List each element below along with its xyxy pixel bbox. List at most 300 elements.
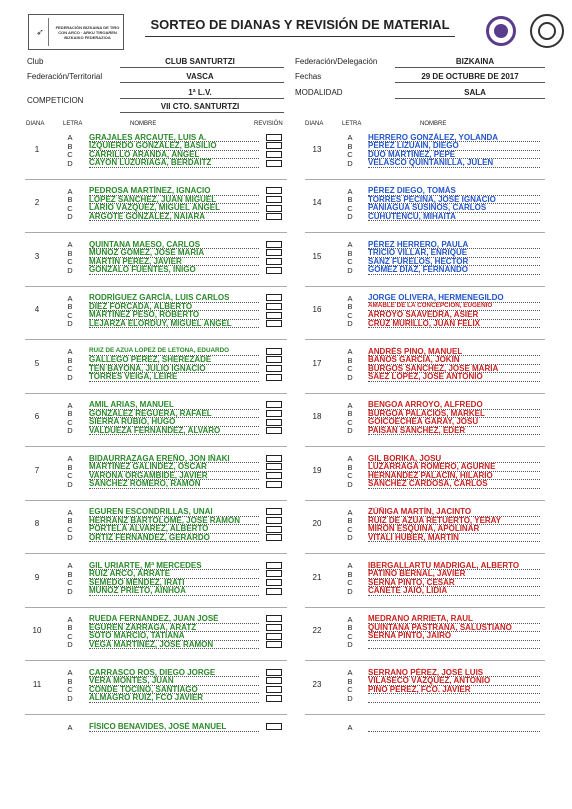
archer-name: ALMAGRO RUIZ, FCO JAVIER (89, 693, 204, 703)
revision-checkbox[interactable] (266, 508, 282, 515)
row-letter: D (67, 158, 73, 168)
delegacion-value: BIZKAINA (455, 57, 495, 66)
row-letter: D (67, 265, 73, 275)
row-letter: A (67, 133, 73, 142)
diana-number: 7 (34, 465, 40, 475)
row-letter: C (347, 631, 353, 641)
archer-name: BURGOA PALACIOS, MARKEL (368, 408, 485, 418)
diana-number: 15 (312, 251, 322, 261)
archer-name: MARTÍNEZ PESO, ROBERTO (89, 310, 200, 320)
group-separator (25, 500, 287, 501)
diana-number: 19 (312, 465, 322, 475)
archer-name: AMABLE DE LA CONCEPCIÓN, EUGENIO (368, 301, 493, 309)
row-letter: B (67, 516, 73, 526)
archer-name: MARTÍNEZ GALÍNDEZ, ÓSCAR (89, 462, 207, 472)
row-letter: D (347, 640, 353, 650)
row-letter: A (67, 507, 73, 517)
delegacion-underline (395, 67, 545, 68)
row-letter: C (347, 203, 353, 213)
row-letter: A (67, 561, 73, 570)
archer-name: LARIO VÁZQUEZ, MIGUEL ÁNGEL (89, 203, 220, 213)
group-separator (305, 393, 545, 394)
modalidad-value: SALA (464, 88, 486, 97)
fechas-underline (395, 82, 545, 83)
archer-name: QUINTANA MAESO, CARLOS (89, 239, 201, 249)
diana-number: 10 (32, 626, 42, 636)
archer-name: PINO PÉREZ, FCO. JAVIER (368, 684, 471, 694)
archer-name: SANZ FURELOS, HÉCTOR (368, 256, 469, 266)
diana-number: 21 (312, 572, 322, 582)
archer-name: DUO MARTÍNEZ, PEPE (368, 149, 456, 159)
group-separator (25, 714, 287, 715)
group-separator (305, 660, 545, 661)
revision-checkbox[interactable] (266, 579, 282, 586)
federation-logo (28, 14, 124, 50)
federation-logo-text: FEDERACIÓN BIZKAINA DE TIRO CON ARCO · ARKU TIROAREN BIZKAIKO FEDERAZIOA (55, 24, 120, 40)
revision-checkbox[interactable] (266, 196, 282, 203)
row-letter: C (67, 524, 73, 534)
row-letter: D (347, 265, 353, 275)
row-letter: B (67, 141, 73, 151)
row-letter: B (67, 409, 73, 419)
archer-name: GÓMEZ DÍAZ, FERNANDO (368, 265, 468, 275)
federacion-label: Federación/Territorial (27, 72, 103, 81)
row-letter: A (347, 614, 353, 624)
group-separator (305, 714, 545, 715)
diana-number: 22 (312, 626, 322, 636)
row-letter: A (67, 293, 73, 303)
archer-name: HERNÁNDEZ PALACÍN, HILARIO (368, 470, 493, 480)
archer-name: GRAJALES ARCAUTE, LUIS A. (89, 132, 207, 142)
row-letter: D (67, 533, 73, 543)
row-letter: C (67, 203, 73, 213)
name-underline (89, 702, 259, 703)
col-letra-right: LETRA (342, 121, 362, 127)
revision-checkbox[interactable] (266, 534, 282, 541)
archer-name: CONDE TOCINO, SANTIAGO (89, 684, 198, 694)
archer-name: MARTÍN PÉREZ, JAVIER (89, 256, 182, 266)
archer-name: VALDUEZA FERNÁNDEZ, ÁLVARO (89, 425, 221, 435)
row-letter: B (347, 355, 353, 365)
group-separator (25, 553, 287, 554)
archer-name: IZQUIERDO GONZÁLEZ, BASILIO (89, 141, 217, 151)
row-letter: A (67, 186, 73, 196)
name-underline (368, 541, 540, 542)
row-letter: D (347, 479, 353, 489)
row-letter: B (347, 569, 353, 579)
row-letter: C (67, 150, 73, 160)
col-revision-left: REVISIÓN (254, 121, 283, 127)
archer-name: PAISÁN SÁNCHEZ, EDER (368, 425, 466, 435)
group-separator (305, 179, 545, 180)
revision-checkbox[interactable] (266, 419, 282, 426)
seal-icon (486, 16, 516, 46)
row-letter: A (347, 293, 353, 303)
row-letter: A (347, 400, 353, 410)
revision-checkbox[interactable] (266, 187, 282, 194)
archer-name: RODRÍGUEZ GARCÍA, LUIS CARLOS (89, 293, 230, 302)
row-letter: A (67, 454, 73, 463)
row-letter: C (67, 364, 73, 374)
delegacion-label: Federación/Delegación (295, 57, 378, 66)
revision-checkbox[interactable] (266, 205, 282, 212)
archer-name: PÉREZ DIEGO, TOMÁS (368, 186, 456, 195)
row-letter: D (347, 586, 353, 596)
row-letter: A (347, 722, 353, 732)
archer-name: CARRASCO ROS, DIEGO JORGE (89, 667, 216, 677)
archer-icon: ➶ (32, 18, 49, 46)
archer-name: AMIL ARIAS, MANUEL (89, 400, 174, 409)
row-letter: D (67, 479, 73, 489)
revision-checkbox[interactable] (266, 374, 282, 381)
revision-checkbox[interactable] (266, 517, 282, 524)
archer-name: FÍSICO BENAVIDES, JOSÉ MANUEL (89, 722, 227, 731)
row-letter: D (67, 372, 73, 382)
archer-name: MIRÓN ESQUINA, APOLINAR (368, 524, 480, 534)
name-underline (368, 488, 540, 489)
archer-name: SERNA PINTO, CÉSAR (368, 577, 455, 587)
diana-number: 2 (34, 198, 40, 208)
revision-checkbox[interactable] (266, 160, 282, 167)
row-letter: D (67, 319, 73, 329)
archer-name: CAYÓN LUZURIAGA, BERDAITZ (89, 158, 212, 168)
archer-name: CRUZ MURILLO, JUAN FÉLIX (368, 318, 480, 328)
revision-checkbox[interactable] (266, 472, 282, 479)
row-letter: C (347, 417, 353, 427)
row-letter: C (347, 578, 353, 588)
row-letter: C (67, 631, 73, 641)
col-nombre-left: NOMBRE (130, 121, 157, 127)
name-underline (89, 220, 259, 221)
fechas-value: 29 DE OCTUBRE DE 2017 (421, 72, 519, 81)
archer-name: PÉREZ HERRERO, PAULA (368, 239, 469, 249)
archer-name: GIL URIARTE, Mª MERCEDES (89, 560, 202, 570)
group-separator (25, 232, 287, 233)
archer-name: VITALÍ HUBER, MARTÍN (368, 532, 459, 542)
diana-number: 13 (312, 144, 322, 154)
revision-checkbox[interactable] (266, 562, 282, 569)
name-underline (368, 274, 540, 275)
club-label: Club (27, 57, 44, 66)
row-letter: C (67, 310, 73, 320)
archer-name: RUEDA FERNÁNDEZ, JUAN JOSÉ (89, 614, 219, 623)
group-separator (305, 286, 545, 287)
archer-name: TEN BAYONA, JULIO IGNACIO (89, 363, 206, 373)
row-letter: D (347, 212, 353, 222)
revision-checkbox[interactable] (266, 723, 282, 730)
archer-name: BAÑOS GARCÍA, JOKIN (368, 355, 460, 365)
row-letter: D (347, 319, 353, 329)
name-underline (89, 731, 259, 732)
row-letter: D (347, 158, 353, 168)
revision-checkbox[interactable] (266, 624, 282, 631)
modalidad-label: MODALIDAD (295, 88, 343, 97)
archer-name: IBERGALLARTU MADRIGAL, ALBERTO (368, 560, 520, 570)
row-letter: A (67, 400, 73, 410)
row-letter: C (67, 257, 73, 267)
archer-name: JORGE OLIVERA, HERMENEGILDO (368, 293, 504, 302)
archer-name: PORTELA ÁLVAREZ, ALBERTO (89, 524, 209, 534)
archer-name: CUHUTENCU, MIHAITA (368, 211, 456, 221)
revision-checkbox[interactable] (266, 669, 282, 676)
row-letter: D (67, 640, 73, 650)
diana-number: 16 (312, 305, 322, 315)
col-nombre-right: NOMBRE (420, 121, 447, 127)
row-letter: C (347, 150, 353, 160)
archer-name: CARRILLO ARANDA, ÁNGEL (89, 149, 200, 159)
diana-number: 23 (312, 679, 322, 689)
diana-number: 14 (312, 198, 322, 208)
archer-name: RUIZ DE AZUA LÓPEZ DE LETONA, EDUARDO (89, 346, 230, 354)
row-letter: A (347, 186, 353, 196)
archer-name: LÓPEZ SÁNCHEZ, JUAN MIGUEL (89, 194, 217, 204)
row-letter: C (347, 524, 353, 534)
revision-checkbox[interactable] (266, 677, 282, 684)
group-separator (305, 500, 545, 501)
archer-name: TRICIO VILLAR, ENRIQUE (368, 248, 468, 258)
name-underline (89, 434, 259, 435)
row-letter: B (347, 623, 353, 633)
archer-name: QUINTANA PASTRANA, SALUSTIANO (368, 622, 512, 632)
revision-checkbox[interactable] (266, 241, 282, 248)
name-underline (368, 702, 540, 703)
row-letter: D (67, 426, 73, 436)
revision-checkbox[interactable] (266, 401, 282, 408)
row-letter: C (347, 310, 353, 320)
row-letter: D (67, 693, 73, 703)
archer-name: ORTIZ FERNÁNDEZ, GERARDO (89, 532, 210, 542)
archer-name: RUIZ DE AZÚA RETUERTO, YERAY (368, 515, 502, 525)
diana-number: 4 (34, 305, 40, 315)
name-underline (368, 648, 540, 649)
competicion-line2: VII CTO. SANTURTZI (160, 102, 240, 111)
row-letter: B (67, 462, 73, 472)
name-underline (368, 595, 540, 596)
revision-checkbox[interactable] (266, 312, 282, 319)
modalidad-underline (395, 98, 545, 99)
archer-name: VARONA ORGAMBIDE, JAVIER (89, 470, 208, 480)
competicion-underline2 (120, 112, 284, 113)
archer-name: TORRES PECIÑA, JOSÉ IGNACIO (368, 194, 496, 204)
competicion-underline1 (120, 98, 284, 99)
revision-checkbox[interactable] (266, 365, 282, 372)
diana-number: 8 (34, 519, 40, 529)
archer-name: PÉREZ LIZUAIN, DIEGO (368, 141, 459, 151)
archer-name: PEDROSA MARTÍNEZ, IGNACIO (89, 186, 211, 195)
archer-name: ARGOTE GONZÁLEZ, NAIARA (89, 211, 205, 221)
row-letter: B (347, 195, 353, 205)
row-letter: D (347, 372, 353, 382)
archer-name: SEMEDO MÉNDEZ, IRATI (89, 577, 185, 587)
group-separator (25, 179, 287, 180)
revision-checkbox[interactable] (266, 348, 282, 355)
row-letter: B (67, 195, 73, 205)
row-letter: C (67, 417, 73, 427)
revision-checkbox[interactable] (266, 633, 282, 640)
group-separator (25, 339, 287, 340)
archer-name: LEJARZA ELORDUY, MIGUEL ÁNGEL (89, 318, 232, 328)
row-letter: B (67, 248, 73, 258)
name-underline (368, 434, 540, 435)
revision-checkbox[interactable] (266, 320, 282, 327)
name-underline (368, 381, 540, 382)
revision-checkbox[interactable] (266, 463, 282, 470)
group-separator (25, 607, 287, 608)
row-letter: D (347, 693, 353, 703)
row-letter: B (347, 302, 353, 312)
archer-name: TORRES VEIGA, LEIRE (89, 372, 178, 382)
row-letter: D (67, 212, 73, 222)
name-underline (368, 220, 540, 221)
club-value: CLUB SANTURTZI (165, 57, 235, 66)
archer-name: RUIZ ARCO, ARRATE (89, 569, 171, 579)
archer-name: BENGOA ARROYO, ALFREDO (368, 400, 483, 409)
name-underline (368, 693, 540, 694)
revision-checkbox[interactable] (266, 686, 282, 693)
revision-checkbox[interactable] (266, 213, 282, 220)
row-letter: D (67, 586, 73, 596)
revision-checkbox[interactable] (266, 427, 282, 434)
archer-name: SÁNCHEZ CARDOSA, CARLOS (368, 479, 488, 489)
row-letter: C (67, 471, 73, 481)
diana-number: 1 (34, 144, 40, 154)
row-letter: B (347, 516, 353, 526)
revision-checkbox[interactable] (266, 142, 282, 149)
row-letter: B (67, 676, 73, 686)
row-letter: A (347, 668, 353, 677)
archer-name: SERNA PINTO, JAIRO (368, 631, 452, 641)
group-separator (305, 607, 545, 608)
revision-checkbox[interactable] (266, 303, 282, 310)
diana-number: 11 (32, 679, 42, 689)
name-underline (89, 167, 259, 168)
name-underline (89, 648, 259, 649)
row-letter: B (67, 569, 73, 579)
row-letter: B (67, 302, 73, 312)
row-letter: A (347, 454, 353, 463)
diana-number: 17 (312, 358, 322, 368)
group-separator (25, 286, 287, 287)
name-underline (89, 541, 259, 542)
federacion-value: VASCA (186, 72, 214, 81)
diana-number: 18 (312, 412, 322, 422)
group-separator (305, 446, 545, 447)
archer-name: HERRERO GONZÁLEZ, YOLANDA (368, 132, 499, 142)
club-underline (120, 67, 284, 68)
revision-checkbox[interactable] (266, 481, 282, 488)
competicion-line1: 1ª L.V. (188, 88, 212, 97)
group-separator (25, 446, 287, 447)
archer-name: SIERRA RUBIO, HUGO (89, 417, 176, 427)
emblem-icon (530, 14, 564, 48)
archer-name: VERA MONTES, JUAN (89, 676, 174, 686)
name-underline (368, 731, 540, 732)
archer-name: ANDRÉS PINO, MANUEL (368, 346, 463, 356)
archer-name: SOTO MARCIO, TATIANA (89, 631, 185, 641)
revision-checkbox[interactable] (266, 526, 282, 533)
archer-name: MUÑOZ PRIETO, AINHOA (89, 586, 186, 596)
revision-checkbox[interactable] (266, 410, 282, 417)
archer-name: MUÑOZ GÓMEZ, JOSÉ MARÍA (89, 248, 205, 258)
archer-name: GALLEGO PÉREZ, SHEREZADE (89, 355, 212, 365)
name-underline (368, 167, 540, 168)
row-letter: D (347, 533, 353, 543)
name-underline (89, 381, 259, 382)
revision-checkbox[interactable] (266, 695, 282, 702)
row-letter: A (67, 240, 73, 249)
row-letter: D (347, 426, 353, 436)
archer-name: GOICOECHEA GARAY, JOSU (368, 417, 479, 427)
archer-name: BIDAURRAZAGA EREÑO, JON IÑAKI (89, 453, 230, 463)
diana-number: 5 (34, 358, 40, 368)
name-underline (368, 327, 540, 328)
revision-checkbox[interactable] (266, 570, 282, 577)
row-letter: A (67, 347, 73, 356)
archer-name: BURGOS SÁNCHEZ, JOSÉ MARÍA (368, 363, 499, 373)
row-letter: A (347, 133, 353, 142)
row-letter: B (67, 623, 73, 633)
archer-name: SÁNCHEZ ROMERO, RAMÓN (89, 479, 201, 489)
group-separator (25, 393, 287, 394)
revision-checkbox[interactable] (266, 151, 282, 158)
row-letter: C (347, 364, 353, 374)
revision-checkbox[interactable] (266, 294, 282, 301)
revision-checkbox[interactable] (266, 455, 282, 462)
group-separator (305, 553, 545, 554)
row-letter: A (67, 614, 73, 624)
diana-number: 9 (34, 572, 40, 582)
row-letter: A (347, 347, 353, 356)
archer-name: GONZALO FUENTES, IÑIGO (89, 265, 196, 275)
revision-checkbox[interactable] (266, 615, 282, 622)
col-diana-right: DIANA (305, 121, 324, 127)
archer-name: CAÑETE JAIO, LIDIA (368, 586, 448, 596)
row-letter: A (347, 561, 353, 570)
revision-checkbox[interactable] (266, 356, 282, 363)
row-letter: B (347, 676, 353, 686)
row-letter: A (347, 240, 353, 249)
title-underline (145, 36, 455, 37)
group-separator (25, 660, 287, 661)
revision-checkbox[interactable] (266, 641, 282, 648)
name-underline (89, 488, 259, 489)
row-letter: B (347, 462, 353, 472)
row-letter: A (67, 668, 73, 677)
revision-checkbox[interactable] (266, 258, 282, 265)
archer-name: VILASECO VÁZQUEZ, ANTONIO (368, 676, 491, 686)
archer-name: LUZARRAGA ROMERO, AGURNE (368, 462, 496, 472)
revision-checkbox[interactable] (266, 588, 282, 595)
archer-name: VEGA MARTÍNEZ, JOSÉ RAMÓN (89, 639, 214, 649)
archer-name: VELASCO QUINTANILLA, JULEN (368, 158, 494, 168)
diana-number: 6 (34, 412, 40, 422)
revision-checkbox[interactable] (266, 249, 282, 256)
row-letter: C (347, 471, 353, 481)
name-underline (368, 640, 540, 641)
name-underline (89, 274, 259, 275)
fechas-label: Fechas (295, 72, 322, 81)
row-letter: B (347, 141, 353, 151)
group-separator (305, 339, 545, 340)
revision-checkbox[interactable] (266, 134, 282, 141)
row-letter: B (347, 248, 353, 258)
archer-name: EGUREN ZARRAGA, ARATZ (89, 622, 197, 632)
federacion-underline (120, 82, 284, 83)
archer-name: PATIÑO BERNAL, JAVIER (368, 569, 466, 579)
revision-checkbox[interactable] (266, 267, 282, 274)
diana-number: 20 (312, 519, 322, 529)
diana-number: 3 (34, 251, 40, 261)
